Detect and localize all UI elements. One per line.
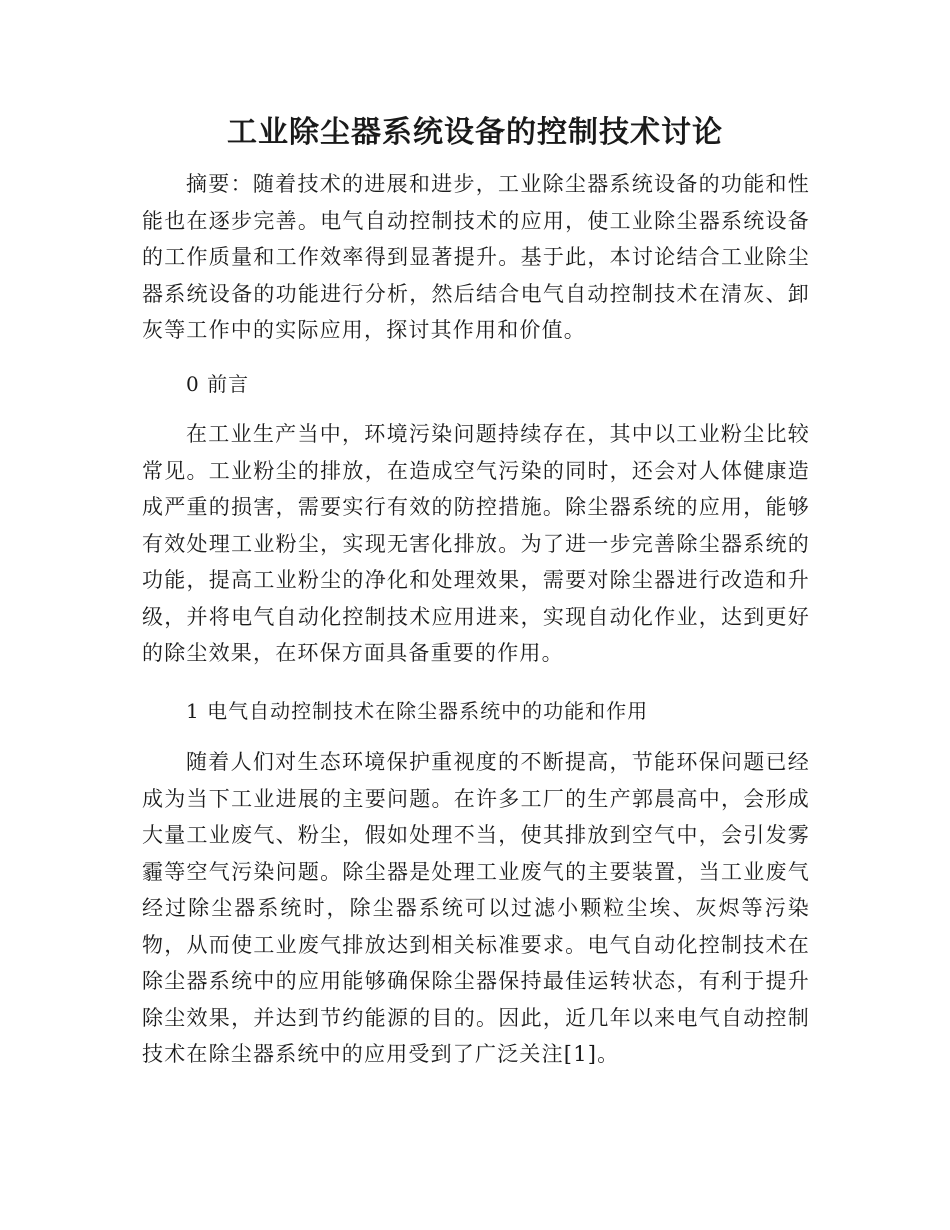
section-0-heading: 0 前言	[186, 372, 250, 396]
section-0-paragraph: 在工业生产当中，环境污染问题持续存在，其中以工业粉尘比较常见。工业粉尘的排放，在造成空气污染的同时，还会对人体健康造成严重的损害，需要实行有效的防控措施。除尘器系统的应用，能够有效处理工业粉尘，实现无害化排放。为了进一步完善除尘器系统的功能，提高工业粉尘的净化和处理效果，需要对除尘器进行改造和升级，并将电气自动化控制技术应用进来，实现自动化作业，达到更好的除尘效果，在环保方面具备重要的作用。	[142, 422, 810, 665]
abstract-paragraph: 摘要：随着技术的进展和进步，工业除尘器系统设备的功能和性能也在逐步完善。电气自动控制技术的应用，使工业除尘器系统设备的工作质量和工作效率得到显著提升。基于此，本讨论结合工业除尘器系统设备的功能进行分析，然后结合电气自动控制技术在清灰、卸灰等工作中的实际应用，探讨其作用和价值。	[142, 172, 810, 342]
document-title: 工业除尘器系统设备的控制技术讨论	[227, 115, 723, 150]
section-1-paragraph: 随着人们对生态环境保护重视度的不断提高，节能环保问题已经成为当下工业进展的主要问题。在许多工厂的生产郭晨高中，会形成大量工业废气、粉尘，假如处理不当，使其排放到空气中，会引发雾霾等空气污染问题。除尘器是处理工业废气的主要装置，当工业废气经过除尘器系统时，除尘器系统可以过滤小颗粒尘埃、灰烬等污染物，从而使工业废气排放达到相关标准要求。电气自动化控制技术在除尘器系统中的应用能够确保除尘器保持最佳运转状态，有利于提升除尘效果，并达到节约能源的目的。因此，近几年以来电气自动控制技术在除尘器系统中的应用受到了广泛关注[1]。	[142, 750, 810, 1066]
section-1-heading: 1 电气自动控制技术在除尘器系统中的功能和作用	[186, 699, 649, 723]
